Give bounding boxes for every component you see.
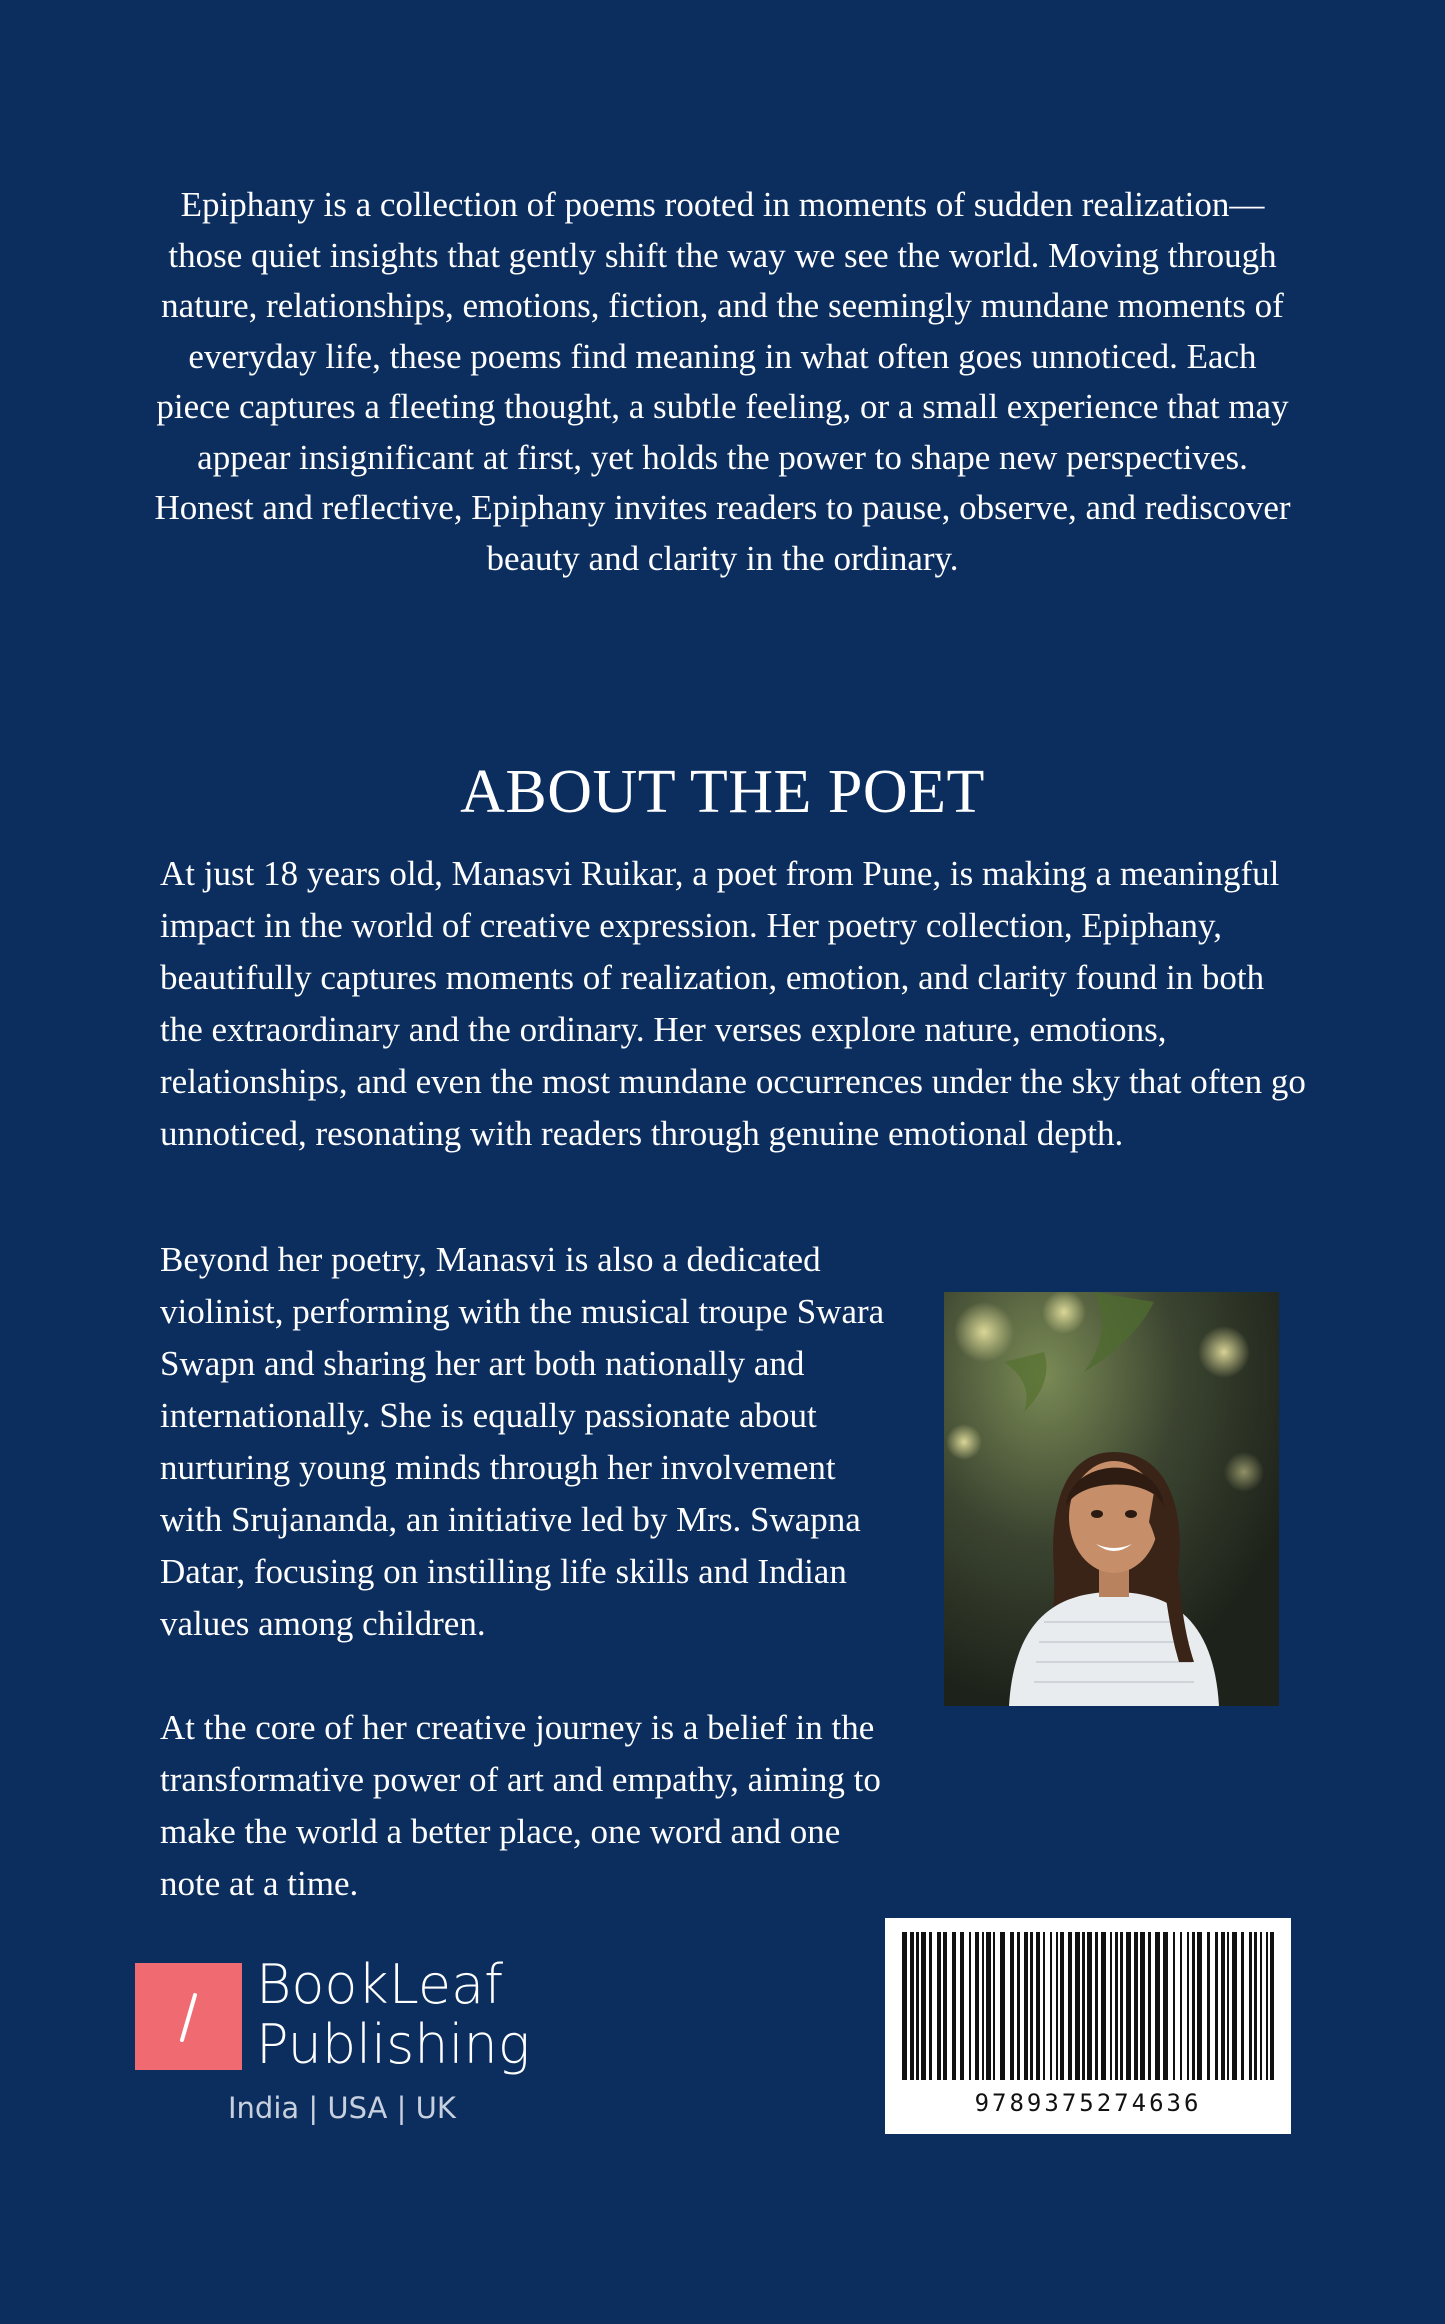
barcode-bar xyxy=(1087,1932,1092,2080)
barcode-bar xyxy=(1134,1932,1138,2080)
barcode-bar xyxy=(910,1932,914,2080)
publisher-regions: India | USA | UK xyxy=(228,2091,456,2125)
barcode-bar xyxy=(1000,1932,1005,2080)
barcode-bar xyxy=(1110,1932,1112,2080)
barcode-bar xyxy=(1254,1932,1257,2080)
publisher-name xyxy=(256,1955,530,2075)
barcode-bar xyxy=(929,1932,932,2080)
barcode-bar xyxy=(1030,1932,1033,2080)
barcode-bar xyxy=(1207,1932,1210,2080)
publisher-name-line2: Publishing xyxy=(256,2013,531,2076)
slash-icon xyxy=(135,1963,242,2070)
barcode-bar xyxy=(1192,1932,1195,2080)
barcode-bar xyxy=(902,1932,907,2080)
barcode-bar xyxy=(1050,1932,1052,2080)
barcode-bar xyxy=(1024,1932,1028,2080)
barcode-bar xyxy=(960,1932,964,2080)
barcode-bar xyxy=(1270,1932,1274,2080)
bio-paragraph-2: At the core of her creative journey is a belief in the transformative power of art and empathy, aiming to make the world a better place, one word and one note at a time. xyxy=(160,1708,881,1903)
barcode-bar xyxy=(1148,1932,1151,2080)
barcode-bar xyxy=(1215,1932,1218,2080)
barcode-bar xyxy=(1017,1932,1020,2080)
barcode-bar xyxy=(1173,1932,1175,2080)
about-poet-heading: ABOUT THE POET xyxy=(460,758,985,826)
barcode-bar xyxy=(916,1932,919,2080)
barcode-bar xyxy=(1010,1932,1014,2080)
barcode-bar xyxy=(1266,1932,1268,2080)
about-poet-paragraph: At just 18 years old, Manasvi Ruikar, a poet from Pune, is making a meaningful impact in the world of creative expression. Her poetry collection, Epiphany, beautifully captures moments of realization, emotion, and clarity found in both the extraordinary and the ordinary. Her verses explore nature, emotions, relationships, and even the most mundane occurrences under the sky that often go unnoticed, resonating with readers through genuine emotional depth. xyxy=(160,854,1306,1153)
publisher-name-line1: BookLeaf xyxy=(256,1953,504,2016)
barcode-bar xyxy=(1155,1932,1160,2080)
barcode-bars xyxy=(898,1932,1278,2080)
book-blurb: Epiphany is a collection of poems rooted in moments of sudden realization—those quiet insights that gently shift the way we see the world. Moving through nature, relationships, emotions, fiction, and the seemingly mundane moments of everyday life, these poems find meaning in what often goes unnoticed. Each piece captures a fleeting thought, a subtle feeling, or a small experience that may appear insignificant at first, yet holds the power to shape new perspectives. Honest and reflective, Epiphany invites readers to pause, observe, and rediscover beauty and clarity in the ordinary. xyxy=(154,185,1291,578)
barcode-bar xyxy=(969,1932,971,2080)
barcode-bar xyxy=(1068,1932,1072,2080)
barcode-bar xyxy=(937,1932,941,2080)
barcode-bar xyxy=(1126,1932,1131,2080)
barcode-bar xyxy=(1120,1932,1123,2080)
bio-paragraph: Beyond her poetry, Manasvi is also a dedicated violinist, performing with the musical troupe Swara Swapn and sharing her art both nationally and internationally. She is equally passionate about nurturing young minds through her involvement with Srujananda, an initiative led by Mrs. Swapna Datar, focusing on instilling life skills and Indian values among children. xyxy=(160,1240,885,1643)
barcode-bar xyxy=(1163,1932,1168,2080)
barcode-bar xyxy=(943,1932,947,2080)
barcode-bar xyxy=(1140,1932,1145,2080)
barcode-bar xyxy=(1043,1932,1045,2080)
barcode-bar xyxy=(982,1932,984,2080)
barcode-bar xyxy=(1180,1932,1182,2080)
barcode-bar xyxy=(1115,1932,1118,2080)
barcode-bar xyxy=(1221,1932,1225,2080)
barcode-bar xyxy=(993,1932,995,2080)
isbn-number: 9789375274636 xyxy=(974,2089,1202,2117)
barcode-bar xyxy=(1227,1932,1229,2080)
barcode-bar xyxy=(921,1932,926,2080)
barcode-bar xyxy=(1232,1932,1237,2080)
barcode-bar xyxy=(1056,1932,1058,2080)
barcode-bar xyxy=(1241,1932,1244,2080)
publisher-logo-mark xyxy=(135,1963,242,2070)
barcode-bar xyxy=(1249,1932,1252,2080)
barcode-bar xyxy=(1197,1932,1202,2080)
barcode-bar xyxy=(1101,1932,1106,2080)
poet-photo xyxy=(944,1292,1279,1706)
barcode-bar xyxy=(952,1932,956,2080)
barcode-bar xyxy=(1095,1932,1098,2080)
isbn-barcode xyxy=(885,1918,1291,2134)
barcode-bar xyxy=(1187,1932,1189,2080)
barcode-bar xyxy=(1075,1932,1080,2080)
barcode-bar xyxy=(1060,1932,1064,2080)
barcode-bar xyxy=(1036,1932,1040,2080)
barcode-bar xyxy=(975,1932,979,2080)
barcode-bar xyxy=(986,1932,991,2080)
barcode-bar xyxy=(1260,1932,1262,2080)
barcode-bar xyxy=(1082,1932,1085,2080)
